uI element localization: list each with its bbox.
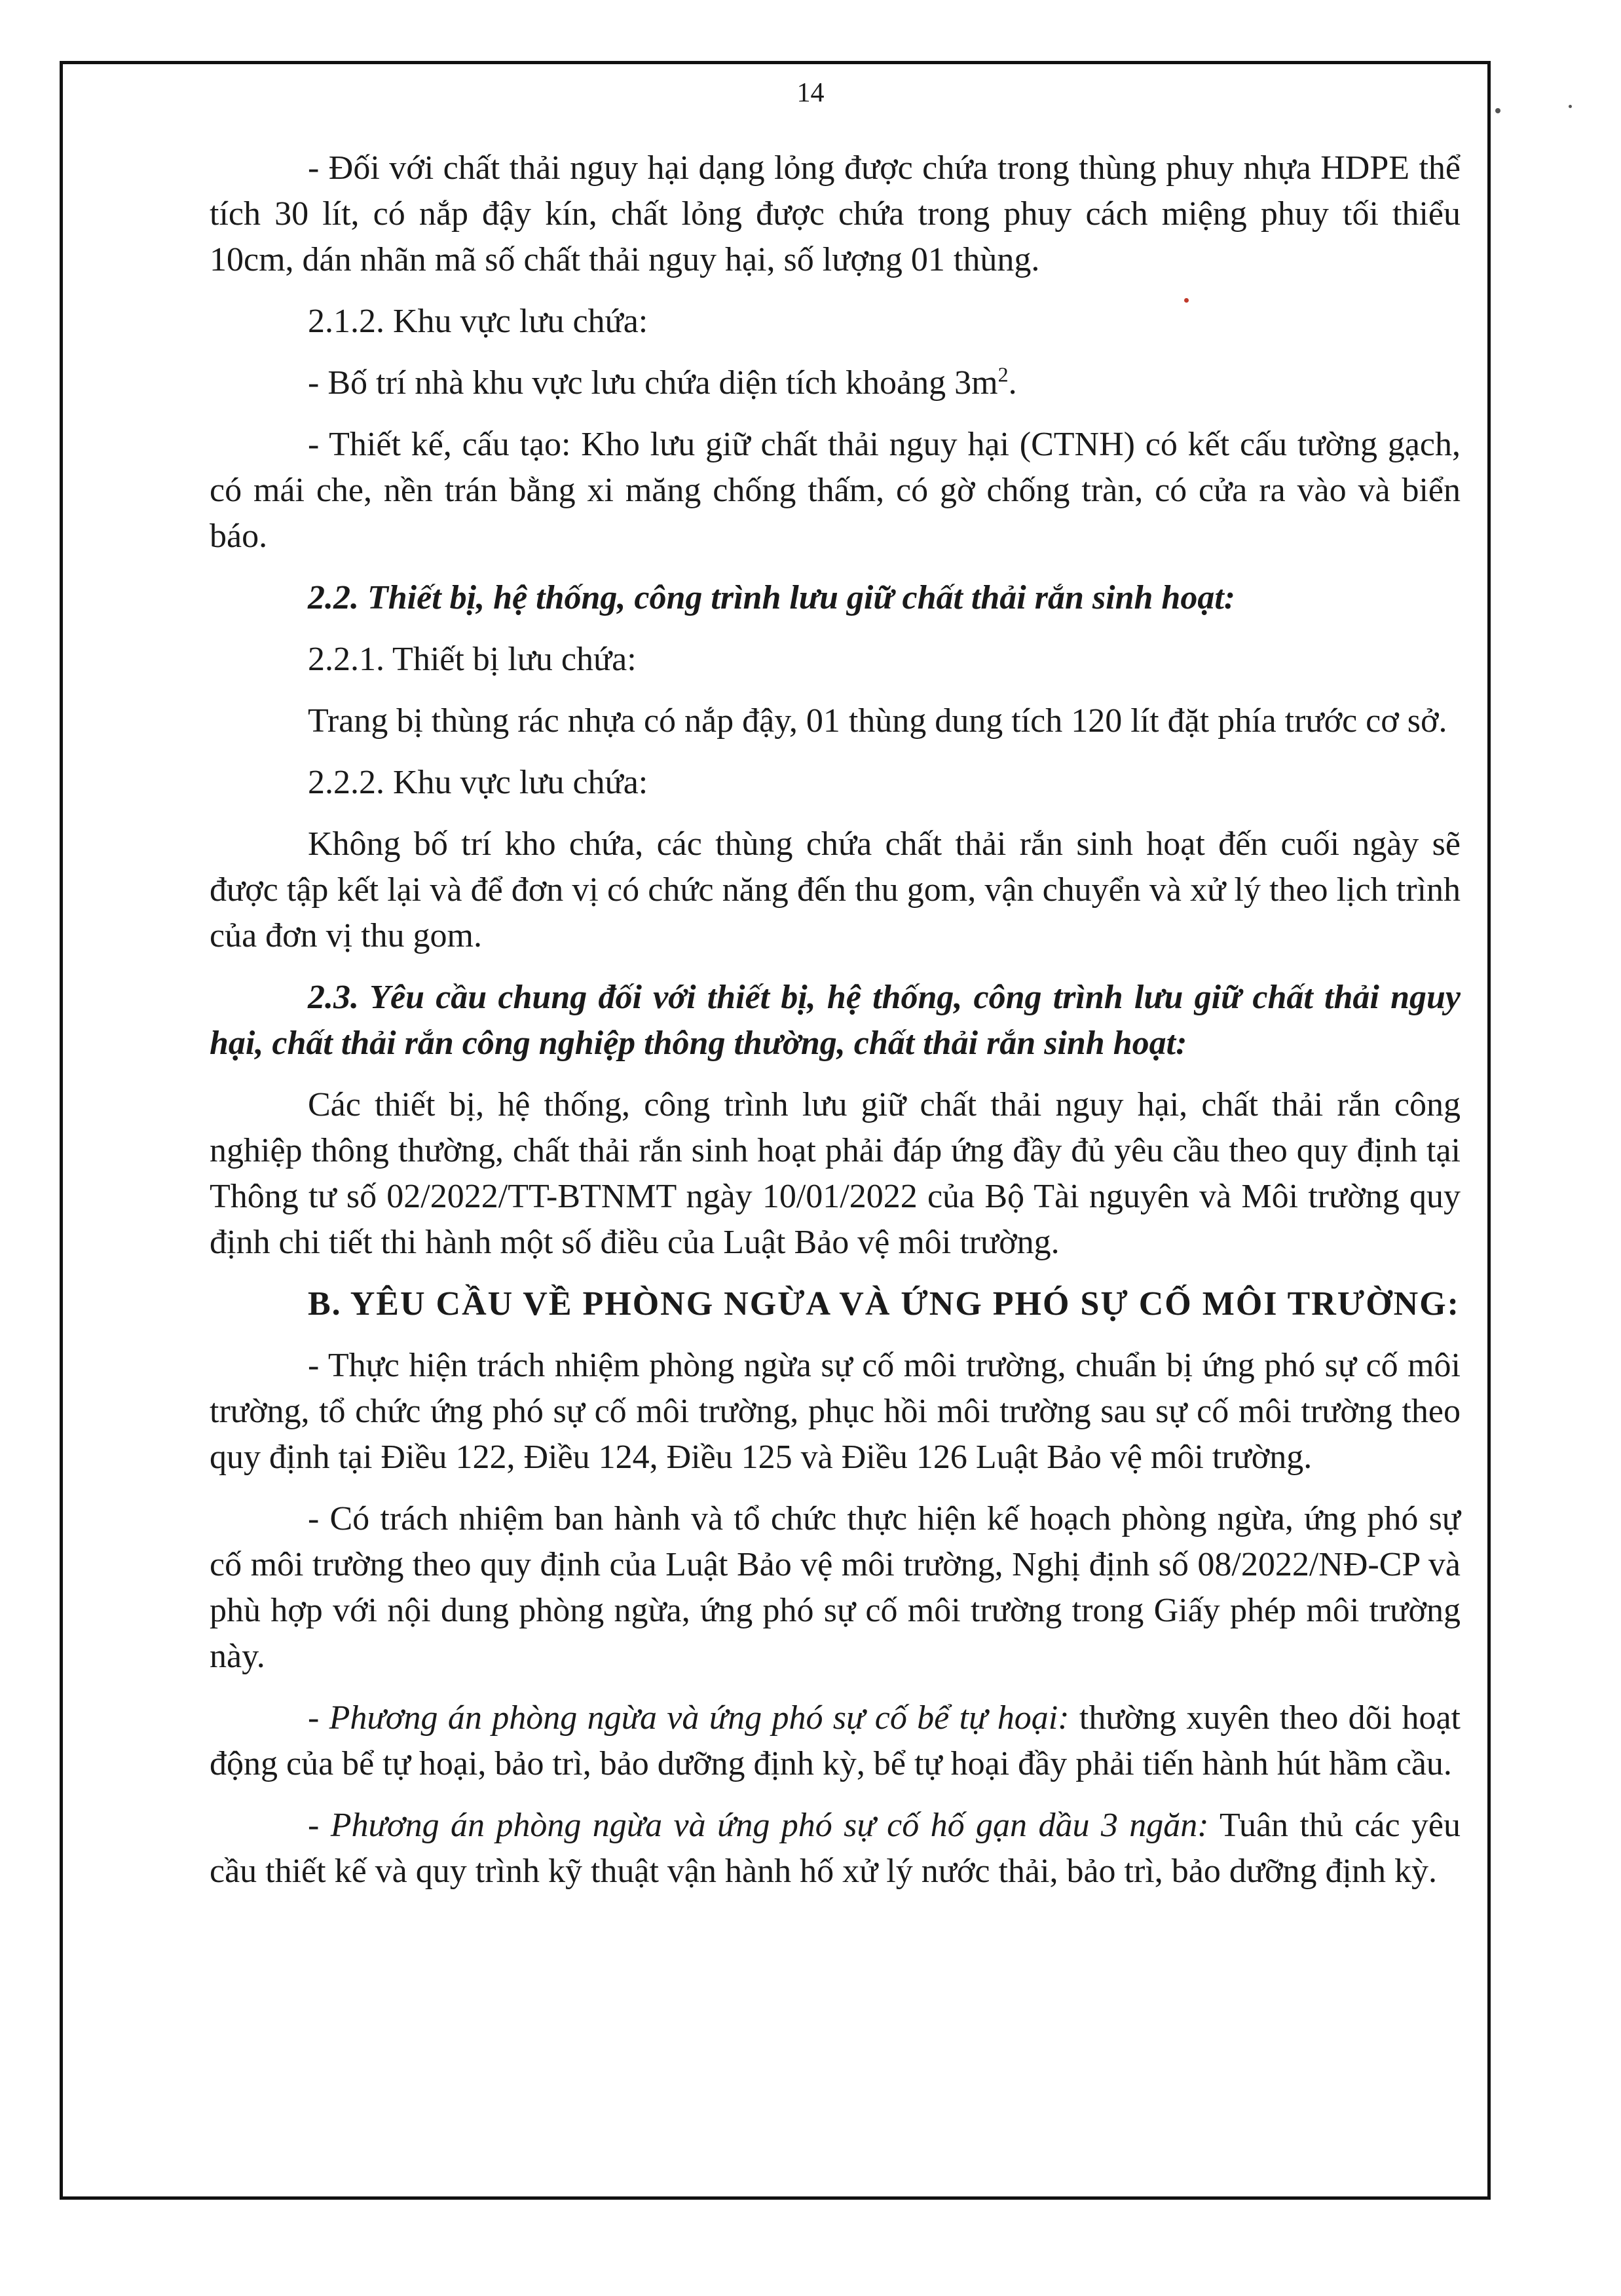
- document-body: [210, 145, 1461, 1910]
- paragraph-general-requirements: Các thiết bị, hệ thống, công trình lưu giữ chất thải nguy hại, chất thải rắn công nghiệp thông thường, chất thải rắn sinh hoạt phải đáp ứng đầy đủ yêu cầu theo quy định tại Thông tư số 02/2022/TT-BTNMT ngày 10/01/2022 của Bộ Tài nguyên và Môi trường quy định chi tiết thi hành một số điều của Luật Bảo vệ môi trường.: [210, 1086, 1461, 1261]
- section-2-3-heading: 2.3. Yêu cầu chung đối với thiết bị, hệ thống, công trình lưu giữ chất thải nguy hại, chất thải rắn công nghiệp thông thường, chất thải rắn sinh hoạt:: [210, 979, 1461, 1062]
- paragraph-septic-tank-plan: [210, 1695, 1461, 1787]
- scan-speck: [1495, 108, 1500, 113]
- section-2-2-2-heading: 2.2.2. Khu vực lưu chứa:: [308, 764, 648, 801]
- superscript-2: 2: [997, 362, 1009, 386]
- paragraph-hazardous-liquid-waste: - Đối với chất thải nguy hại dạng lỏng được chứa trong thùng phuy nhựa HDPE thể tích 30 lít, có nắp đậy kín, chất lỏng được chứa trong phuy cách miệng phuy tối thiểu 10cm, dán nhãn mã số chất thải nguy hại, số lượng 01 thùng.: [210, 149, 1461, 278]
- section-2-2-heading: 2.2. Thiết bị, hệ thống, công trình lưu giữ chất thải rắn sinh hoạt:: [308, 579, 1236, 616]
- storage-area-text: - Bố trí nhà khu vực lưu chứa diện tích khoảng 3m: [308, 364, 998, 402]
- septic-tank-plan-label: - Phương án phòng ngừa và ứng phó sự cố bể tự hoại:: [308, 1699, 1070, 1737]
- paragraph-prevention-responsibility: - Thực hiện trách nhiệm phòng ngừa sự cố môi trường, chuẩn bị ứng phó sự cố môi trường, tổ chức ứng phó sự cố môi trường, phục hồi môi trường sau sự cố môi trường theo quy định tại Điều 122, Điều 124, Điều 125 và Điều 126 Luật Bảo vệ môi trường.: [210, 1347, 1461, 1476]
- section-b-heading: B. YÊU CẦU VỀ PHÒNG NGỪA VÀ ỨNG PHÓ SỰ CỐ MÔI TRƯỜNG:: [308, 1285, 1460, 1323]
- paragraph-no-storage: Không bố trí kho chứa, các thùng chứa chất thải rắn sinh hoạt đến cuối ngày sẽ được tập kết lại và để đơn vị có chức năng đến thu gom, vận chuyển và xử lý theo lịch trình của đơn vị thu gom.: [210, 825, 1461, 954]
- section-2-1-2-heading: 2.1.2. Khu vực lưu chứa:: [308, 303, 648, 340]
- paragraph-trash-bin: Trang bị thùng rác nhựa có nắp đậy, 01 thùng dung tích 120 lít đặt phía trước cơ sở.: [308, 702, 1447, 740]
- paragraph-storage-design: - Thiết kế, cấu tạo: Kho lưu giữ chất thải nguy hại (CTNH) có kết cấu tường gạch, có mái che, nền trán bằng xi măng chống thấm, có gờ chống tràn, có cửa ra vào và biển báo.: [210, 426, 1461, 555]
- section-2-2-1-heading: 2.2.1. Thiết bị lưu chứa:: [308, 641, 637, 678]
- storage-area-period: .: [1008, 364, 1017, 402]
- paragraph-grease-trap-plan: [210, 1803, 1461, 1894]
- grease-trap-plan-label: - Phương án phòng ngừa và ứng phó sự cố hố gạn dầu 3 ngăn:: [308, 1807, 1209, 1844]
- paragraph-response-plan: - Có trách nhiệm ban hành và tổ chức thực hiện kế hoạch phòng ngừa, ứng phó sự cố môi trường theo quy định của Luật Bảo vệ môi trường, Nghị định số 08/2022/NĐ-CP và phù hợp với nội dung phòng ngừa, ứng phó sự cố môi trường trong Giấy phép môi trường này.: [210, 1500, 1461, 1675]
- scan-speck: [1569, 105, 1572, 108]
- grease-trap-plan-text: Tuân thủ các yêu cầu thiết kế và quy trình kỹ thuật vận hành hố xử lý nước thải, bảo trì, bảo dưỡng định kỳ.: [210, 1807, 1461, 1890]
- septic-tank-plan-text: thường xuyên theo dõi hoạt động của bể tự hoại, bảo trì, bảo dưỡng định kỳ, bể tự hoại đầy phải tiến hành hút hầm cầu.: [210, 1699, 1461, 1782]
- page-number: 14: [796, 78, 825, 108]
- scan-speck: [1184, 298, 1189, 303]
- paragraph-storage-area: [210, 360, 1461, 406]
